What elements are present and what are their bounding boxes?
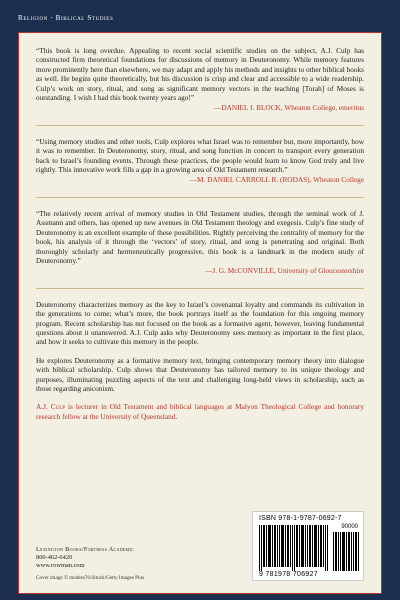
endorsement-block (36, 46, 364, 113)
publisher-phone: 800-462-6420 (36, 554, 73, 561)
publisher-website: www.rowman.com (36, 562, 85, 569)
divider (36, 288, 364, 289)
divider (36, 197, 364, 198)
price-code: 90000 (341, 524, 358, 530)
description-paragraph: He explores Deuteronomy as a formative memory text, bringing contemporary memory theory into dialogue with biblical scholarship. Culp shows that Deuteronomy has tailored memory to its unique theology and purposes, illuminating puzzling aspects of the text and challenging long-held views in scholarship, such as those regarding aniconism. (36, 355, 364, 393)
barcode (252, 511, 364, 581)
publisher-name: Lexington Books/Fortress Academic (36, 546, 135, 553)
back-cover-panel (18, 32, 382, 594)
isbn-text: ISBN 978-1-9787-0692-7 (259, 515, 342, 522)
endorser-affiliation: Wheaton College, emeritus (284, 103, 364, 113)
ean-digits: 9 781978 706927 (259, 571, 318, 578)
description-paragraph: Deuteronomy characterizes memory as the key to Israel’s covenantal loyalty and commands its cultivation in the generations to come; what’s more, the book portrays itself as the foundation for this ongoing memory program. Recent scholarship has not focused on the book as a formative agent, however, leaving fundamental questions about it unanswered. A.J. Culp asks why Deuteronomy sees memory as important in the first place, and how it seeks to cultivate this memory in the people. (36, 299, 364, 347)
endorsement-text: “This book is long overdue. Appealing to recent social scientific studies on the subject, A.J. Culp has constructed firm theoretical foundations for discussions of memory in Deuteronomy. While memory features more prominently here than elsewhere, we may adapt and apply his methods and insights to other biblical books as well. He begins quite theoretically, but his discussion is crisp and clear and accessible to a wide readership. Culp’s work on story, ritual, and song as significant memory vectors in the teaching [Torah] of Moses is outstanding. I wish I had this book twenty years ago!” (36, 46, 364, 103)
endorsement-text: “Using memory studies and other tools, Culp explores what Israel was to remember but, more importantly, how it was to remember. In Deuteronomy, story, ritual, and song function in concert to transport every generation back to Israel’s founding events. Through these practices, the people would learn to know God truly and live rightly. This innovative work fills a gap in a growing area of Old Testament research.” (36, 136, 364, 175)
endorser-name: —J. G. McCONVILLE, (205, 266, 276, 276)
divider (36, 125, 364, 126)
cover-image-credit: Cover image © modera76/iStock/Getty Images Plus (36, 575, 145, 581)
cover-footer (36, 509, 364, 581)
author-bio-text: is lecturer in Old Testament and biblical languages at Malyon Theological College and honorary research fellow at the University of Queensland. (36, 402, 364, 421)
publisher-info (36, 546, 134, 570)
ean-barcode-icon (259, 525, 329, 571)
endorsement-attribution (36, 175, 364, 184)
author-name: A.J. Culp (36, 402, 66, 412)
price-barcode-icon (333, 532, 359, 571)
author-bio (36, 402, 364, 421)
endorsement-block (36, 137, 364, 185)
endorser-affiliation: University of Gloucestershire (277, 266, 364, 276)
endorsement-block (36, 209, 364, 276)
endorser-affiliation: Wheaton College (313, 175, 364, 185)
endorser-name: —M. DANIEL CARROLL R. (RODAS), (189, 175, 312, 185)
endorsement-text: “The relatively recent arrival of memory studies in Old Testament studies, through the seminal work of J. Assmann and others, has opened up new avenues in Old Testament theology and exegesis. Culp’s fine study of Deuteronomy is an excellent example of these possibilities. Rightly perceiving the centrality of memory for the book, his analysis of it through the ‘vectors’ of story, ritual, and song is penetrating and original. Both thoroughly scholarly and hermeneutically progressive, this book is a landmark in the modern study of Deuteronomy.” (36, 208, 364, 265)
endorsement-attribution (36, 266, 364, 275)
series-label: Religion · Biblical Studies (18, 14, 114, 22)
endorsement-attribution (36, 103, 364, 112)
endorser-name: —DANIEL I. BLOCK, (214, 103, 283, 113)
